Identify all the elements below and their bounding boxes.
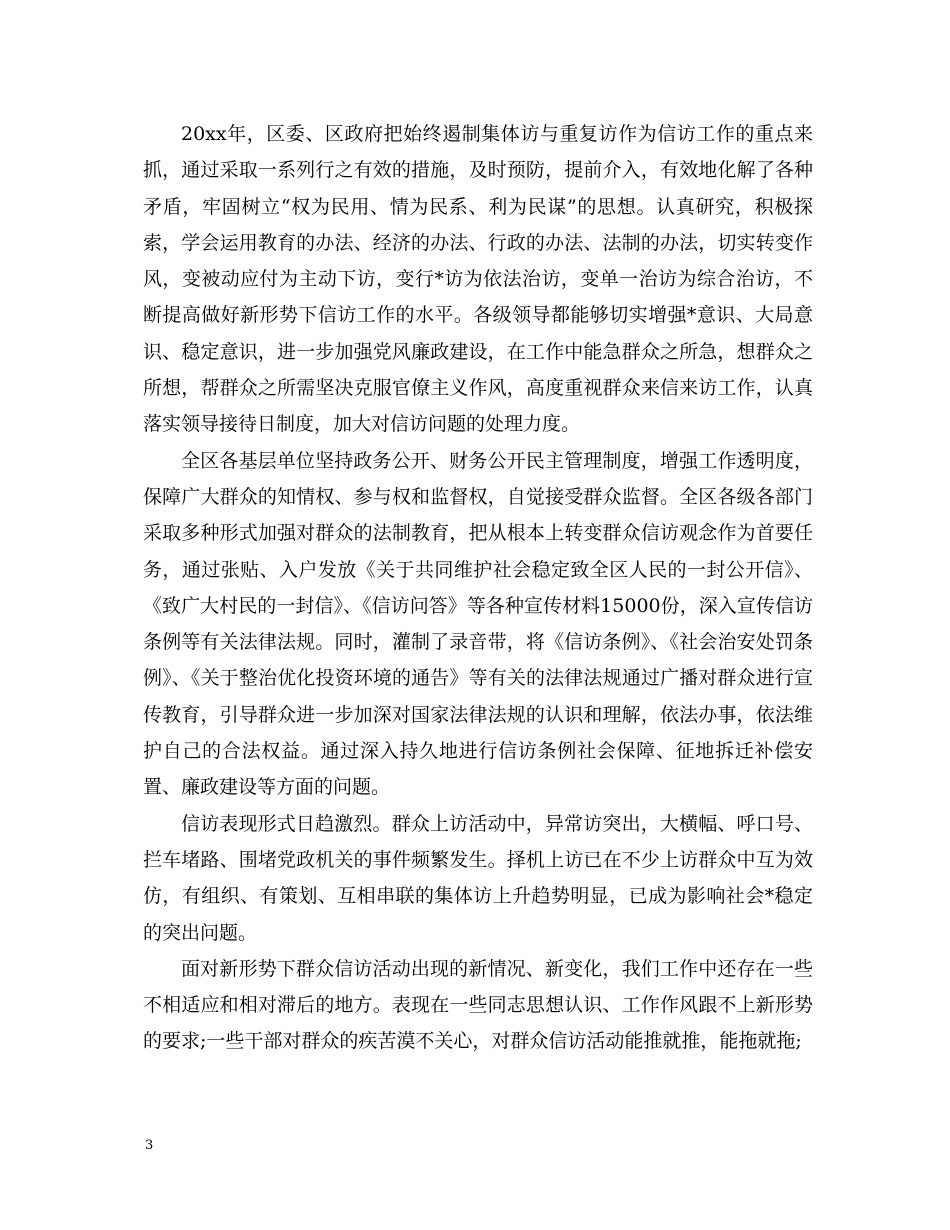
page-number: 3	[145, 1138, 154, 1153]
paragraph-2: 全区各基层单位坚持政务公开、财务公开民主管理制度，增强工作透明度，保障广大群众的知情权、参与权和监督权，自觉接受群众监督。全区各级各部门采取多种形式加强对群众的法制教育，把从根本上转变群众信访观念作为首要任务，通过张贴、入户发放《关于共同维护社会稳定致全区人民的一封公开信》、《致广大村民的一封信》、《信访问答》等各种宣传材料15000份，深入宣传信访条例等有关法律法规。同时，灌制了录音带，将《信访条例》、《社会治安处罚条例》、《关于整治优化投资环境的通告》等有关的法律法规通过广播对群众进行宣传教育，引导群众进一步加深对国家法律法规的认识和理解，依法办事，依法维护自己的合法权益。通过深入持久地进行信访条例社会保障、征地拆迁补偿安置、廉政建设等方面的问题。	[143, 449, 813, 799]
paragraph-1: 20xx年，区委、区政府把始终遏制集体访与重复访作为信访工作的重点来抓，通过采取一系列行之有效的措施，及时预防，提前介入，有效地化解了各种矛盾，牢固树立“权为民用、情为民系、利为民谋”的思想。认真研究，积极探索，学会运用教育的办法、经济的办法、行政的办法、法制的办法，切实转变作风，变被动应付为主动下访，变行*访为依法治访，变单一治访为综合治访，不断提高做好新形势下信访工作的水平。各级领导都能够切实增强*意识、大局意识、稳定意识，进一步加强党风廉政建设，在工作中能急群众之所急，想群众之所想，帮群众之所需坚决克服官僚主义作风，高度重视群众来信来访工作，认真落实领导接待日制度，加大对信访问题的处理力度。	[143, 123, 813, 436]
paragraph-3: 信访表现形式日趋激烈。群众上访活动中，异常访突出，大横幅、呼口号、拦车堵路、围堵党政机关的事件频繁发生。择机上访已在不少上访群众中互为效仿，有组织、有策划、互相串联的集体访上升趋势明显，已成为影响社会*稳定的突出问题。	[143, 812, 813, 944]
paragraph-4: 面对新形势下群众信访活动出现的新情况、新变化，我们工作中还存在一些不相适应和相对滞后的地方。表现在一些同志思想认识、工作作风跟不上新形势的要求;一些干部对群众的疾苦漠不关心，对群众信访活动能推就推，能拖就拖;	[143, 957, 813, 1053]
document-body	[143, 116, 813, 1060]
